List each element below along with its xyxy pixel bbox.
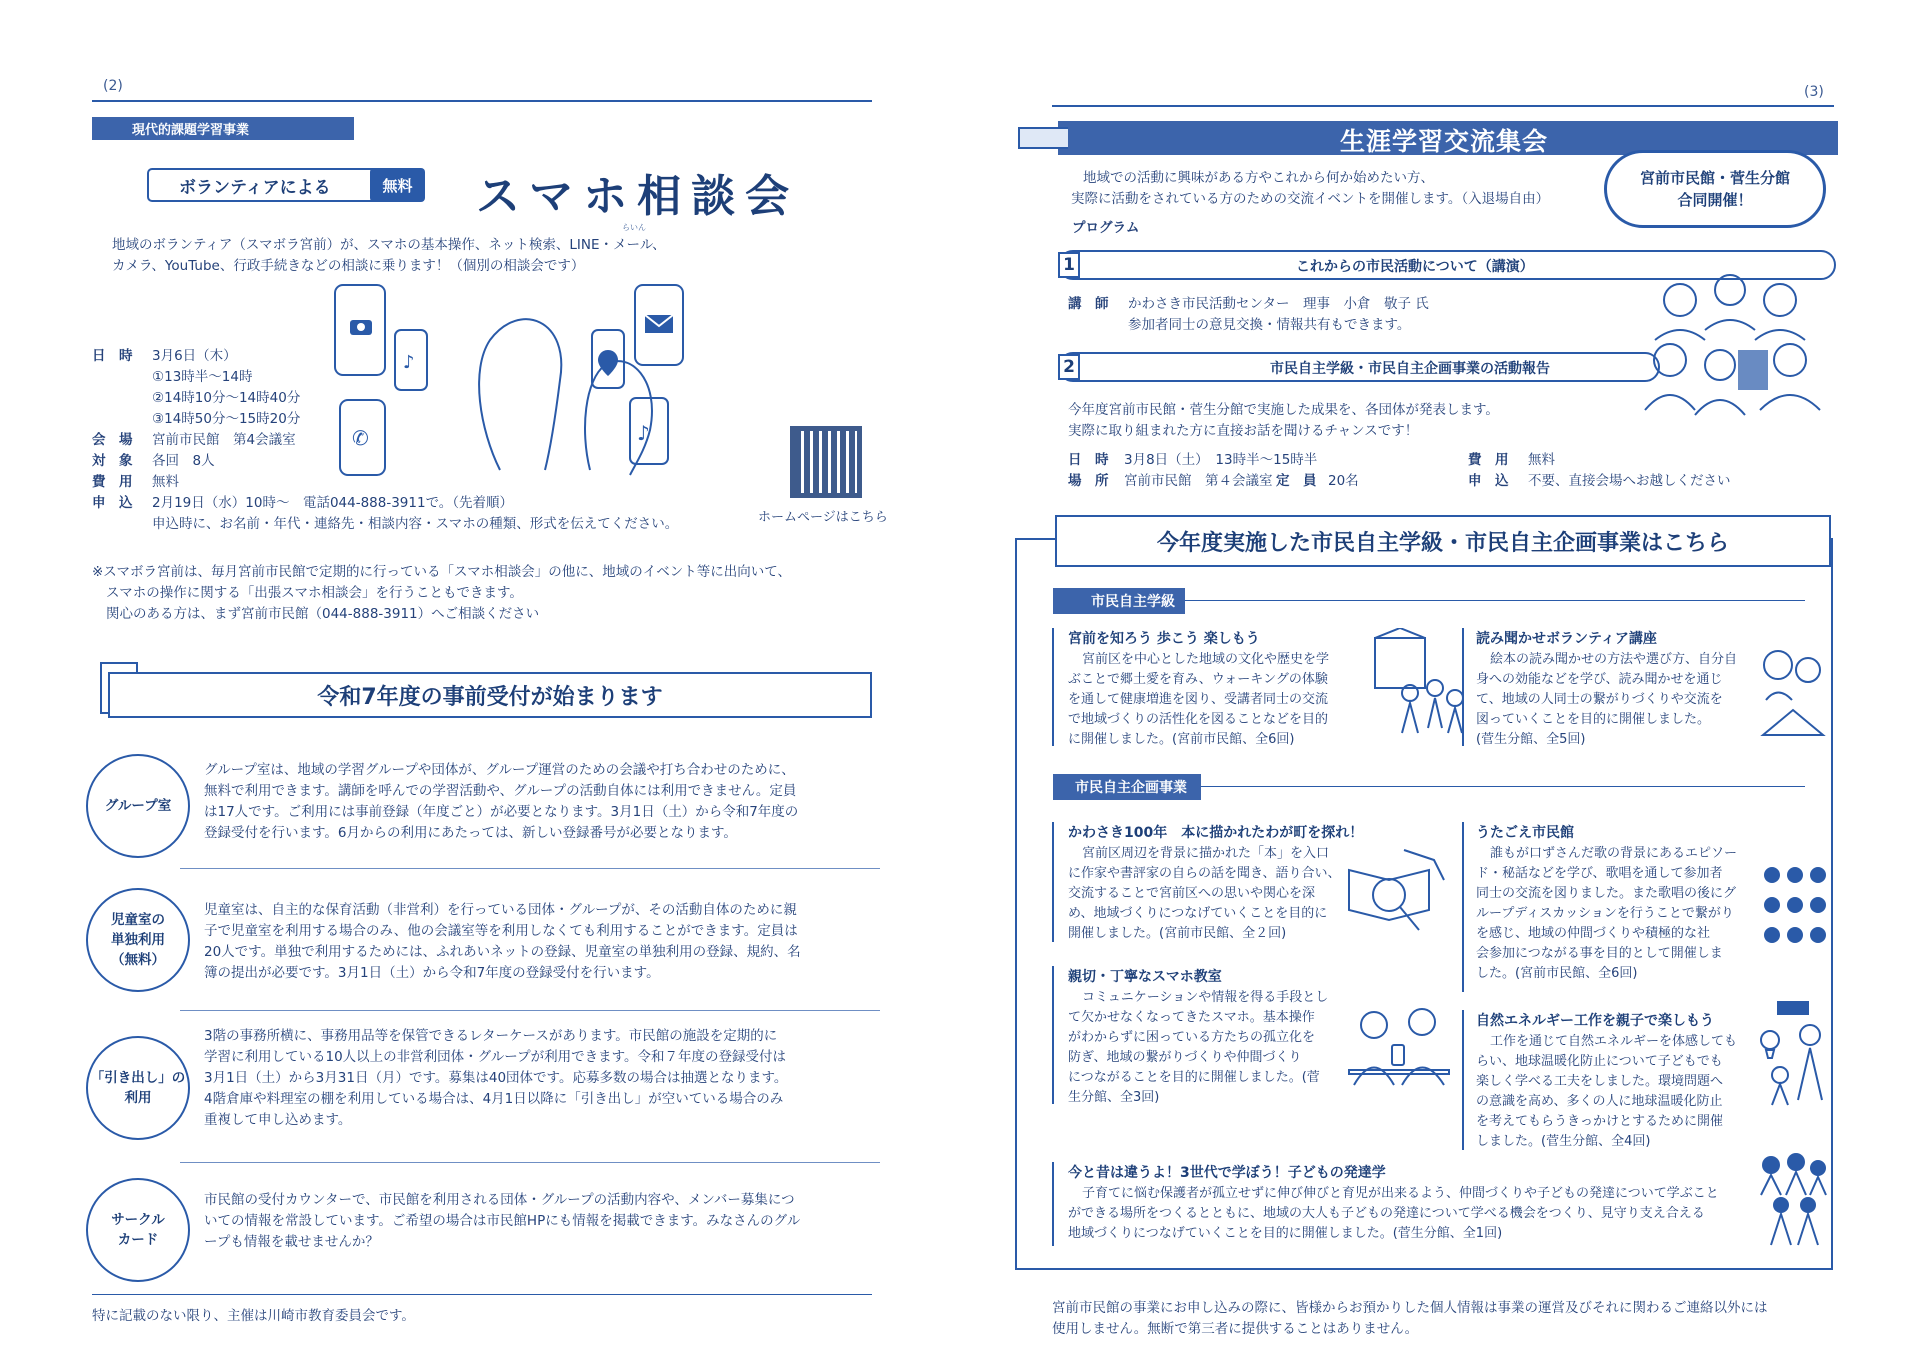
- detail-label: 申 込: [92, 495, 133, 511]
- detail-row: [1068, 450, 1838, 471]
- qr-caption: ホームページはこちら: [758, 510, 888, 525]
- music-note-icon: ♪: [403, 352, 415, 373]
- entry-title: うたごえ市民館: [1476, 825, 1574, 841]
- entry-bracket: [1462, 1010, 1468, 1150]
- lecturer-row: [1068, 294, 1429, 336]
- event-details: [1068, 450, 1838, 492]
- detail-label: 会 場: [92, 432, 133, 448]
- category-rule: [1185, 600, 1805, 601]
- bubble-line: 合同開催！: [1677, 191, 1753, 209]
- item-text: 市民館の受付カウンターで、市民館を利用される団体・グループの活動内容や、メンバー募集につ いての情報を常設しています。ご希望の場合は市民館HPにも情報を掲載できます。みなさんのグル ープも情報を載せませんか？: [204, 1192, 801, 1250]
- detail-value: 宮前市民館 第4会議室: [152, 432, 296, 448]
- entry-text: 宮前区を中心とした地域の文化や歴史を学 ぶことで郷土愛を育み、ウォーキングの体験 を通して健康増進を図り、受講者同士の交流 で地域づくりの活性化を図ることなどを目的 に開催しました。(宮前市民館、全6回): [1068, 652, 1330, 747]
- smartphone-illustration: [330, 280, 770, 480]
- entry-text: 子育てに悩む保護者が孤立せずに伸び伸びと育児が出来るよう、仲間づくりや子どもの発達について学ぶこと ができる場所をつくるとともに、地域の大人も子どもの発達について学べる機会をつくり、見守り支え合える 地域づくりにつなげていくことを目的に開催しました。(菅生分館、全1回): [1068, 1186, 1719, 1241]
- detail-label: 日 時: [92, 348, 133, 364]
- detail-value: 3月8日（土） 13時半～15時半: [1124, 452, 1318, 468]
- detail-label: 費 用: [1468, 452, 1509, 468]
- qr-code[interactable]: [790, 426, 862, 498]
- category-bar-1: 市民自主学級: [1053, 588, 1185, 614]
- section-heading-box: [108, 672, 872, 718]
- note-line: スマホの操作に関する「出張スマホ相談会」を行うこともできます。: [106, 585, 523, 601]
- music-note-icon: ♪: [637, 421, 650, 445]
- volunteer-tag-text: ボランティアによる: [179, 177, 331, 198]
- entry-title: 宮前を知ろう 歩こう 楽しもう: [1068, 631, 1260, 647]
- footer-left: 特に記載のない限り、主催は川崎市教育委員会です。: [92, 1308, 415, 1324]
- detail-value: ③14時50分～15時20分: [152, 411, 301, 427]
- item-text: グループ室は、地域の学習グループや団体が、グループ運営のための会議や打ち合わせのために、 無料で利用できます。講師を呼んでの学習活動や、グループの活動自体には利用できません。定員 は17人です。ご利用には事前登録（年度ごと）が必要となります。3月1日（土）から令和7年度の 登録受付を行います。6月からの利用にあたっては、新しい登録番号が必要となります。: [204, 762, 799, 841]
- detail-label: 申 込: [1468, 473, 1509, 489]
- intro-ruby: らいん: [622, 223, 646, 232]
- detail-value: 各回 8人: [152, 453, 215, 469]
- people-illustration: [1640, 270, 1830, 440]
- map-pin-icon: [598, 350, 618, 376]
- entry-text: 工作を通じて自然エネルギーを体感しても らい、地球温暖化防止について子どもでも 楽しく学べる工夫をしました。環境問題へ の意識を高め、多くの人に地球温暖化防止 を考えてもらうきっかけとするために開催 しました。(菅生分館、全4回): [1476, 1034, 1738, 1149]
- book-magnifier-illustration: [1344, 840, 1454, 940]
- page-title-right: 生涯学習交流集会: [1340, 127, 1549, 156]
- item-label-group-room: グループ室: [86, 754, 190, 858]
- free-badge: 無料: [370, 168, 425, 202]
- item-text: 3階の事務所横に、事務用品等を保管できるレターケースがあります。市民館の施設を定期的に 学習に利用している10人以上の非営利団体・グループが利用できます。令和７年度の登録受付は 3月1日（土）から3月31日（月）です。募集は40団体です。応募多数の場合は抽選となります。 4階倉庫や料理室の棚を利用している場合は、4月1日以降に「引き出し」が空いている場合のみ 重複して申し込めます。: [204, 1028, 788, 1128]
- bottom-rule-left: [92, 1294, 872, 1295]
- detail-row: [92, 493, 732, 535]
- lecturer-line: 参加者同士の意見交換・情報共有もできます。: [1128, 317, 1411, 333]
- item-label-circle-card: サークル カード: [86, 1178, 190, 1282]
- detail-value: 20名: [1328, 473, 1359, 489]
- item-label-child-room: 児童室の 単独利用 （無料）: [86, 888, 190, 992]
- detail-value: 無料: [152, 474, 179, 490]
- entry-bracket: [1462, 628, 1468, 746]
- intro-right: [1071, 168, 1643, 210]
- lecturer-label: 講 師: [1068, 296, 1109, 312]
- energy-illustration: [1758, 1000, 1828, 1110]
- entry-text: 誰もが口ずさんだ歌の背景にあるエピソー ド・秘話などを学び、歌唱を通して参加者 同士の交流を図りました。また歌唱の後にグ ループディスカッションを行うことで繋がり を感じ、地域の仲間づくりや積極的な社 会参加につながる事を目的として開催しま した。(宮前市民館、全6回): [1476, 846, 1738, 981]
- smartphone-class-illustration: [1344, 1000, 1454, 1090]
- program-1-number: 1: [1058, 252, 1080, 278]
- walking-illustration: [1370, 628, 1470, 738]
- detail-label: 日 時: [1068, 452, 1109, 468]
- intro-line: 実際に活動をされている方のための交流イベントを開催します。（入退場自由）: [1071, 191, 1550, 207]
- entry-bracket: [1462, 822, 1468, 992]
- projects-heading: 今年度実施した市民自主学級・市民自主企画事業はこちら: [1156, 530, 1729, 556]
- mail-icon: [645, 315, 673, 333]
- entry-title: 読み聞かせボランティア講座: [1476, 631, 1657, 647]
- divider: [180, 868, 880, 869]
- page-title-left: スマホ相談会: [476, 171, 800, 222]
- program-label: プログラム: [1072, 220, 1140, 236]
- entry-bracket: [1052, 1162, 1058, 1246]
- note-left: [92, 562, 882, 625]
- detail-label: 定 員: [1276, 473, 1317, 489]
- divider: [180, 1010, 880, 1011]
- intro-left: [112, 235, 812, 277]
- program-2-text: 今年度宮前市民館・菅生分館で実施した成果を、各団体が発表します。 実際に取り組まれた方に直接お話を聞けるチャンスです！: [1068, 402, 1499, 439]
- page-number-left: (2): [103, 78, 123, 94]
- entry-bracket: [1052, 628, 1058, 746]
- section-title: 令和7年度の事前受付が始まります: [317, 684, 663, 710]
- entry-text: 宮前区周辺を背景に描かれた「本」を入口 に作家や書評家の自らの話を聞き、語り合い、 交流することで宮前区への思いや関心を深 め、地域づくりにつなげていくことを目的に 開催しました。(宮前市民館、全２回): [1068, 846, 1341, 941]
- singing-illustration: [1760, 860, 1830, 950]
- footer-line: 使用しません。無断で第三者に提供することはありません。: [1052, 1321, 1419, 1337]
- detail-label: 費 用: [92, 474, 133, 490]
- entry-title: 親切・丁寧なスマホ教室: [1068, 969, 1222, 985]
- entry-title: かわさき100年 本に描かれたわが町を探れ！: [1068, 825, 1364, 841]
- divider: [180, 1162, 880, 1163]
- entry-text: コミュニケーションや情報を得る手段とし て欠かせなくなってきたスマホ。基本操作 がわからずに困っている方たちの孤立化を 防ぎ、地域の繋がりづくりや仲間づくり につながることを目的に開催しました。(菅 生分館、全3回): [1068, 990, 1329, 1105]
- reading-illustration: [1758, 640, 1828, 740]
- program-1-title: これからの市民活動について（講演）: [1296, 259, 1534, 275]
- lecturer-line: かわさき市民活動センター 理事 小倉 敬子 氏: [1128, 296, 1429, 312]
- category-rule: [1201, 786, 1805, 787]
- category-label: 現代的課題学習事業: [92, 117, 354, 140]
- note-line: 関心のある方は、まず宮前市民館（044-888-3911）へご相談ください: [106, 606, 540, 622]
- item-text: 児童室は、自主的な保育活動（非営利）を行っている団体・グループが、その活動自体のために親 子で児童室を利用する場合のみ、他の会議室等を利用しなくても利用することができます。定員は 20人です。単独で利用するためには、ふれあいネットの登録、児童室の単独利用の登録、規約、名 簿の提出が必要です。3月1日（土）から令和7年度の登録受付を行います。: [204, 902, 801, 981]
- detail-label: 対 象: [92, 453, 133, 469]
- page-number-right: (3): [1804, 84, 1824, 100]
- program-2-number: 2: [1058, 354, 1080, 380]
- camera-icon: [350, 320, 372, 335]
- footer-line: 宮前市民館の事業にお申し込みの際に、皆様からお預かりした個人情報は事業の運営及びそれに関わるご連絡以外には: [1052, 1300, 1768, 1316]
- detail-value: 宮前市民館 第４会議室: [1124, 473, 1273, 489]
- intro-line: 地域のボランティア（スマボラ宮前）が、スマホの基本操作、ネット検索、LINE・メール、: [112, 237, 666, 253]
- entry-bracket: [1052, 822, 1058, 942]
- detail-value: 2月19日（水）10時～ 電話044-888-3911で。（先着順）: [152, 495, 514, 511]
- detail-label: 場 所: [1068, 473, 1109, 489]
- intro-line: カメラ、YouTube、行政手続きなどの相談に乗ります！（個別の相談会です）: [112, 258, 585, 274]
- top-rule-right: [1052, 105, 1834, 107]
- volunteer-tag: [147, 168, 387, 202]
- detail-value: 不要、直接会場へお越しください: [1528, 473, 1731, 489]
- item-label-drawer: 「引き出し」の 利用: [86, 1036, 190, 1140]
- note-line: ※スマボラ宮前は、毎月宮前市民館で定期的に行っている「スマホ相談会」の他に、地域のイベント等に出向いて、: [92, 564, 791, 580]
- top-rule-left: [92, 100, 872, 102]
- entry-text: 絵本の読み聞かせの方法や選び方、自分自 身への効能などを学び、読み聞かせを通じ て、地域の人同士の繋がりづくりや交流を 図っていくことを目的に開催しました。 (菅生分館、全5回): [1476, 652, 1738, 747]
- category-bar-2: 市民自主企画事業: [1053, 774, 1201, 800]
- detail-row: [1068, 471, 1838, 492]
- detail-value: ①13時半～14時: [152, 369, 253, 385]
- detail-value: ②14時10分～14時40分: [152, 390, 301, 406]
- bubble-line: 宮前市民館・菅生分館: [1639, 169, 1790, 187]
- entry-bracket: [1052, 966, 1058, 1104]
- entry-title: 自然エネルギー工作を親子で楽しもう: [1476, 1013, 1714, 1029]
- family-illustration: [1756, 1150, 1830, 1250]
- ribbon-tail: [1018, 127, 1068, 149]
- detail-value: 申込時に、お名前・年代・連絡先・相談内容・スマホの種類、形式を伝えてください。: [152, 516, 679, 532]
- intro-line: 地域での活動に興味がある方やこれから何か始めたい方、: [1083, 170, 1434, 186]
- footer-right: [1052, 1298, 1842, 1340]
- detail-value: 3月6日（木）: [152, 348, 237, 364]
- program-2-title: 市民自主学級・市民自主企画事業の活動報告: [1270, 361, 1550, 377]
- entry-title: 今と昔は違うよ！3世代で学ぼう！子どもの発達学: [1068, 1165, 1386, 1181]
- phone-icon: ✆: [352, 426, 369, 450]
- detail-value: 無料: [1528, 452, 1555, 468]
- projects-heading-tab: [1055, 515, 1831, 567]
